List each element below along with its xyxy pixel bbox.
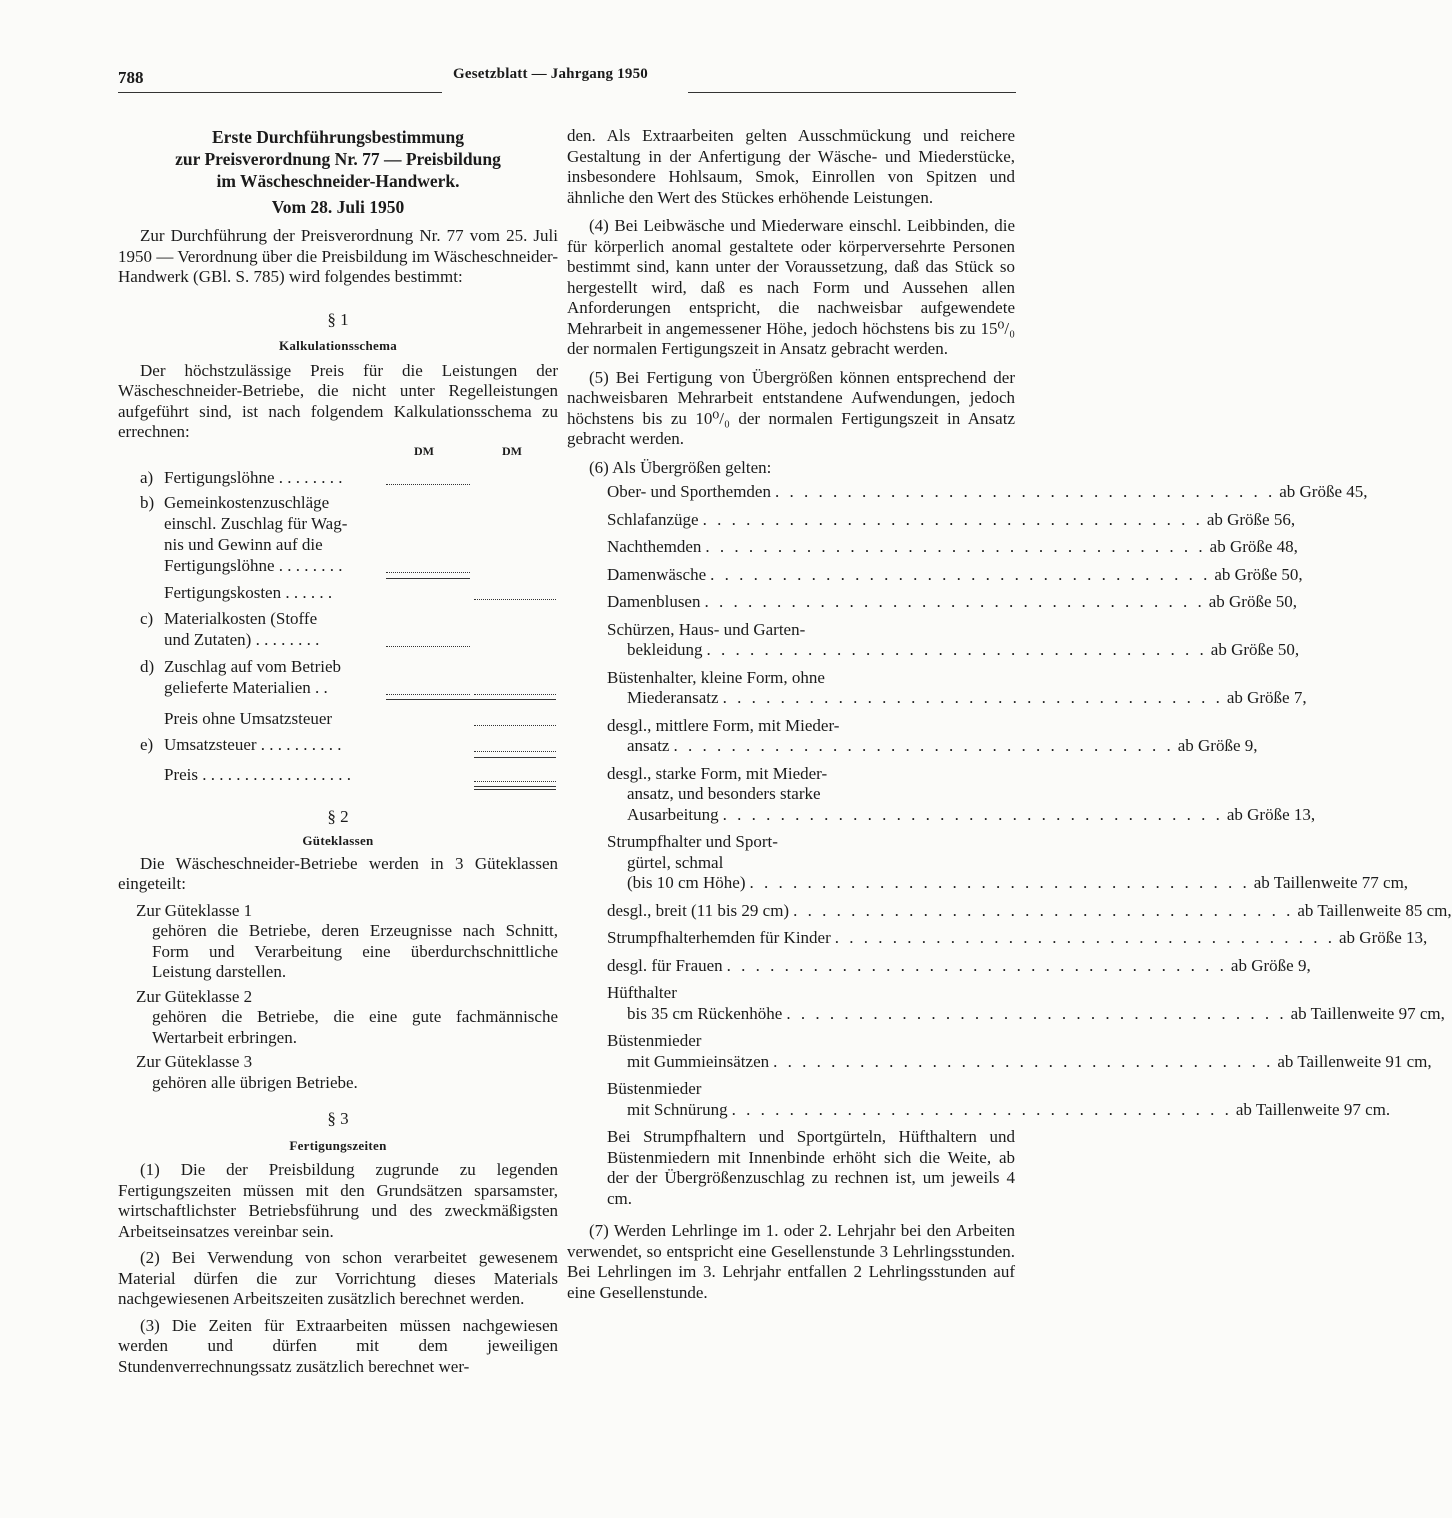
leader-dots: . . . . . . . . . . . . . . . . . . . . . . . . . . . . . . . . . . .	[673, 736, 1174, 755]
oversize-row	[607, 955, 1311, 977]
oversize-item-line: bis 35 cm Rückenhöhe	[627, 1003, 783, 1023]
oversize-row	[607, 900, 1452, 922]
oversize-item-line: mit Gummieinsätzen	[627, 1051, 770, 1071]
amount-line	[474, 694, 556, 695]
quality-class-text: gehören die Betriebe, deren Erzeugnisse nach Schnitt, Form und Verarbeitung eine überdurchschnittliche Leistung darstellen.	[152, 921, 558, 981]
sum-line	[474, 757, 556, 758]
oversize-row	[607, 592, 1298, 613]
page-number: 788	[118, 68, 144, 87]
amount-line	[474, 725, 556, 726]
sum-line	[386, 578, 470, 579]
quality-class-label: Zur Güteklasse 1	[136, 900, 253, 920]
oversize-value: ab Größe 13,	[1339, 928, 1428, 947]
amount-line	[474, 599, 556, 600]
oversize-row	[607, 873, 1409, 894]
schema-letter: b)	[140, 492, 155, 512]
header-rule-right	[688, 92, 1016, 93]
oversize-item-line: Hüfthalter	[607, 983, 677, 1002]
oversize-item-line: Schürzen, Haus- und Garten-	[607, 619, 806, 639]
oversize-list	[567, 482, 1452, 1120]
schema-line: Gemeinkostenzuschläge	[164, 492, 330, 512]
oversize-item-line: desgl., breit (11 bis 29 cm)	[607, 900, 790, 920]
left-column	[118, 126, 558, 1377]
oversize-row	[607, 928, 1428, 949]
oversize-row	[607, 564, 1303, 586]
amount-line	[386, 484, 470, 485]
schema-line: Preis ohne Umsatzsteuer	[164, 708, 333, 728]
oversize-value: ab Größe 50,	[1214, 564, 1303, 584]
dm-column-header: DM	[502, 443, 522, 458]
oversize-entry	[607, 482, 1368, 503]
oversize-item-line: ansatz	[627, 736, 670, 755]
oversize-item-line: bekleidung	[627, 640, 703, 659]
oversize-item-line: (bis 10 cm Höhe)	[627, 873, 746, 892]
oversize-item-line: Ober- und Sporthemden	[607, 482, 771, 501]
oversize-entry	[607, 509, 1296, 531]
section-2-text: Die Wäscheschneider-Betriebe werden in 3 Güteklassen eingeteilt:	[118, 853, 558, 893]
leader-dots: . . . . . . . . . . . . . . . . . . . . . . . . . . . . . . . . . . .	[731, 1099, 1232, 1119]
oversize-value: ab Taillenweite 85 cm,	[1297, 900, 1452, 920]
amount-line	[386, 694, 470, 695]
oversize-row	[607, 537, 1298, 558]
right-column	[567, 126, 1452, 1303]
schema-line: Zuschlag auf vom Betrieb	[164, 656, 342, 676]
quality-class-label: Zur Güteklasse 2	[136, 986, 253, 1006]
leader-dots: . . . . . . . . . . . . . . . . . . . . . . . . . . . . . . . . . . .	[702, 509, 1203, 529]
dm-column-header: DM	[414, 443, 434, 458]
oversize-row	[607, 640, 1300, 661]
schema-letter: a)	[140, 467, 154, 487]
schema-line: Preis . . . . . . . . . . . . . . . . . .	[164, 764, 351, 784]
oversize-row	[607, 736, 1258, 757]
oversize-entry	[607, 592, 1298, 613]
oversize-item-line: Strumpfhalterhemden für Kinder	[607, 928, 831, 947]
schema-letter: d)	[140, 656, 155, 676]
oversize-value: ab Größe 50,	[1208, 592, 1298, 611]
sum-line	[474, 786, 556, 787]
oversize-value: ab Taillenweite 91 cm,	[1277, 1051, 1432, 1071]
intro-paragraph: Zur Durchführung der Preisverordnung Nr. 77 vom 25. Juli 1950 — Verordnung über die Preisbildung im Wäscheschneider-Handwerk (GBl. S. 785) wird folgendes bestimmt:	[118, 226, 558, 286]
leader-dots: . . . . . . . . . . . . . . . . . . . . . . . . . . . . . . . . . . .	[710, 564, 1211, 584]
amount-line	[474, 751, 556, 752]
paragraph-7: (7) Werden Lehrlinge im 1. oder 2. Lehrjahr bei den Arbeiten verwendet, so entspricht eine Gesellenstunde 3 Lehrlingsstunden. Bei Lehrlingen im 3. Lehrjahr entfallen 2 Lehrlingsstunden auf eine Gesellenstunde.	[567, 1221, 1015, 1302]
oversize-item-line: desgl. für Frauen	[607, 955, 723, 975]
paragraph-6-note: Bei Strumpfhaltern und Sportgürteln, Hüfthaltern und Büstenmiedern mit Innenbinde erhöht sich die Weite, ab der der Übergrößenzuschlag zu rechnen ist, um jeweils 4 cm.	[607, 1127, 1015, 1208]
oversize-entry	[607, 564, 1303, 586]
schema-line: Fertigungslöhne . . . . . . . .	[164, 555, 343, 575]
oversize-row	[607, 688, 1307, 709]
oversize-value: ab Größe 50,	[1210, 640, 1300, 659]
header-rule-left	[118, 92, 442, 93]
oversize-item-line: Nachthemden	[607, 537, 702, 556]
oversize-value: ab Taillenweite 97 cm,	[1290, 1003, 1445, 1023]
amount-line	[386, 572, 470, 573]
document-date: Vom 28. Juli 1950	[271, 197, 405, 217]
schema-line: nis und Gewinn auf die	[164, 534, 323, 554]
leader-dots: . . . . . . . . . . . . . . . . . . . . . . . . . . . . . . . . . . .	[704, 592, 1205, 611]
document-title	[118, 126, 558, 192]
schema-line: gelieferte Materialien . .	[164, 677, 328, 697]
quality-class-text: gehören die Betriebe, die eine gute fachmännische Wertarbeit erbringen.	[152, 1007, 558, 1047]
oversize-item-line: Damenwäsche	[607, 564, 707, 584]
oversize-item-line: Büstenhalter, kleine Form, ohne	[607, 667, 825, 687]
title-line: Erste Durchführungsbestimmung	[212, 127, 464, 147]
schema-letter: e)	[140, 734, 154, 754]
oversize-entry	[607, 900, 1452, 922]
oversize-value: ab Größe 48,	[1209, 537, 1298, 556]
leader-dots: . . . . . . . . . . . . . . . . . . . . . . . . . . . . . . . . . . .	[834, 928, 1336, 947]
oversize-row	[607, 804, 1316, 826]
oversize-value: ab Größe 7,	[1226, 688, 1307, 707]
amount-line	[474, 781, 556, 782]
section-3-paragraph-3: (3) Die Zeiten für Extraarbeiten müssen nachgewiesen werden und dürfen mit dem jeweiligen Stundenverrechnungssatz zusätzlich berechnet wer-	[118, 1315, 558, 1376]
leader-dots: . . . . . . . . . . . . . . . . . . . . . . . . . . . . . . . . . . .	[706, 640, 1207, 659]
oversize-item-line: desgl., mittlere Form, mit Mieder-	[607, 715, 840, 735]
oversize-row	[607, 1051, 1432, 1073]
oversize-entry	[607, 955, 1311, 977]
oversize-item-line: Büstenmieder	[607, 1079, 702, 1098]
oversize-value: ab Taillenweite 77 cm,	[1253, 873, 1409, 892]
oversize-entry	[607, 715, 1258, 757]
section-3-heading: Fertigungszeiten	[289, 1137, 387, 1153]
schema-line: einschl. Zuschlag für Wag-	[164, 513, 348, 533]
amount-line	[386, 646, 470, 647]
section-3-paragraph-1: (1) Die der Preisbildung zugrunde zu legenden Fertigungszeiten müssen mit den Grundsätzen sparsamster, wirtschaftlichster Betriebsführung und des zweckmäßigsten Arbeitseinsatzes vereinbar sein.	[118, 1160, 558, 1241]
oversize-entry	[607, 983, 1445, 1024]
oversize-item-line: Schlafanzüge	[607, 509, 699, 529]
oversize-value: ab Größe 9,	[1230, 955, 1311, 975]
oversize-entry	[607, 537, 1298, 558]
oversize-value: ab Größe 45,	[1279, 482, 1368, 501]
oversize-item-line: Ausarbeitung	[627, 804, 719, 824]
schema-line: Fertigungslöhne . . . . . . . .	[164, 467, 343, 487]
section-1-heading: Kalkulationsschema	[278, 338, 398, 353]
leader-dots: . . . . . . . . . . . . . . . . . . . . . . . . . . . . . . . . . . .	[722, 804, 1223, 824]
sum-line	[386, 699, 556, 700]
oversize-entry	[607, 1031, 1432, 1072]
oversize-entry	[607, 1079, 1391, 1120]
title-line: im Wäscheschneider-Handwerk.	[216, 171, 460, 191]
oversize-value: ab Größe 9,	[1177, 736, 1258, 755]
leader-dots: . . . . . . . . . . . . . . . . . . . . . . . . . . . . . . . . . . .	[773, 1051, 1274, 1071]
section-3-number: § 3	[327, 1109, 349, 1128]
paragraph-5: (5) Bei Fertigung von Übergrößen können entsprechend der nachweisbaren Mehrarbeit entstandene Aufwendungen, jedoch höchstens bis zu 10⁰/₀ der normalen Fertigungszeit in Ansatz gebracht werden.	[567, 367, 1015, 448]
running-title: Gesetzblatt — Jahrgang 1950	[453, 66, 648, 82]
oversize-entry	[607, 619, 1300, 661]
leader-dots: . . . . . . . . . . . . . . . . . . . . . . . . . . . . . . . . . . .	[722, 688, 1223, 707]
oversize-item-line: Strumpfhalter und Sport-	[607, 832, 778, 851]
section-2-number: § 2	[327, 806, 349, 826]
leader-dots: . . . . . . . . . . . . . . . . . . . . . . . . . . . . . . . . . . .	[774, 482, 1276, 501]
schema-line: und Zutaten) . . . . . . . .	[164, 629, 320, 649]
oversize-item-line: ansatz, und besonders starke	[627, 784, 821, 803]
oversize-item-line: mit Schnürung	[627, 1099, 728, 1119]
oversize-row	[607, 1099, 1391, 1121]
oversize-value: ab Taillenweite 97 cm.	[1235, 1099, 1391, 1119]
leader-dots: . . . . . . . . . . . . . . . . . . . . . . . . . . . . . . . . . . .	[726, 955, 1227, 975]
oversize-row	[607, 1003, 1445, 1025]
oversize-item-line: Miederansatz	[627, 688, 719, 707]
oversize-entry	[607, 928, 1428, 949]
paragraph-4: (4) Bei Leibwäsche und Miederware einschl. Leibbinden, die für körperlich anomal gestaltete oder körperversehrte Personen bestimmt sind, kann unter der Voraussetzung, daß das Stück so hergestellt wird, daß es nach Form und Aussehen allen Anforderungen entspricht, die nachweisbar aufgewendete Mehrarbeit in angemessener Höhe, jedoch höchstens bis zu 15⁰/₀ der normalen Fertigungszeit in Ansatz gebracht werden.	[567, 216, 1015, 358]
paragraph-6-heading: (6) Als Übergrößen gelten:	[589, 457, 772, 477]
schema-letter: c)	[140, 608, 154, 628]
quality-class-text: gehören alle übrigen Betriebe.	[152, 1072, 358, 1092]
oversize-item-line: Damenblusen	[607, 592, 701, 611]
oversize-item-line: desgl., starke Form, mit Mieder-	[607, 763, 828, 783]
oversize-value: ab Größe 13,	[1226, 804, 1316, 824]
oversize-value: ab Größe 56,	[1206, 509, 1296, 529]
oversize-item-line: gürtel, schmal	[627, 852, 724, 872]
title-line: zur Preisverordnung Nr. 77 — Preisbildung	[175, 149, 501, 169]
leader-dots: . . . . . . . . . . . . . . . . . . . . . . . . . . . . . . . . . . .	[786, 1003, 1287, 1023]
oversize-item-line: Büstenmieder	[607, 1031, 702, 1050]
quality-class-list	[118, 901, 558, 1094]
schema-line: Fertigungskosten . . . . . .	[164, 582, 333, 602]
oversize-entry	[607, 667, 1307, 709]
leader-dots: . . . . . . . . . . . . . . . . . . . . . . . . . . . . . . . . . . .	[793, 900, 1294, 920]
oversize-row	[607, 482, 1368, 503]
section-2-heading: Güteklassen	[302, 833, 374, 848]
section-1-text: Der höchstzulässige Preis für die Leistungen der Wäscheschneider-Betriebe, die nicht unter Regelleistungen aufgeführt sind, ist nach folgendem Kalkulationsschema zu errechnen:	[118, 360, 558, 441]
oversize-entry	[607, 832, 1409, 894]
oversize-row	[607, 509, 1296, 531]
quality-class-label: Zur Güteklasse 3	[136, 1052, 253, 1071]
leader-dots: . . . . . . . . . . . . . . . . . . . . . . . . . . . . . . . . . . .	[749, 873, 1250, 892]
continued-paragraph: den. Als Extraarbeiten gelten Ausschmückung und reichere Gestaltung in der Anfertigung der Wäsche- und Miederstücke, insbesondere Hohlsaum, Smok, Einrollen von Spitzen und ähnliche den Wert des Stückes erhöhende Leistungen.	[567, 126, 1015, 207]
schema-line: Umsatzsteuer . . . . . . . . . .	[164, 734, 342, 754]
leader-dots: . . . . . . . . . . . . . . . . . . . . . . . . . . . . . . . . . . .	[705, 537, 1206, 556]
calculation-schema	[118, 443, 558, 813]
section-3-paragraph-2: (2) Bei Verwendung von schon verarbeitet gewesenem Material dürfen die zur Vorrichtung dieses Materials nachgewiesenen Arbeitszeiten zusätzlich berechnet werden.	[118, 1248, 558, 1308]
sum-line	[474, 789, 556, 790]
section-1-number: § 1	[327, 309, 349, 329]
schema-line: Materialkosten (Stoffe	[164, 608, 318, 628]
oversize-entry	[607, 763, 1316, 826]
